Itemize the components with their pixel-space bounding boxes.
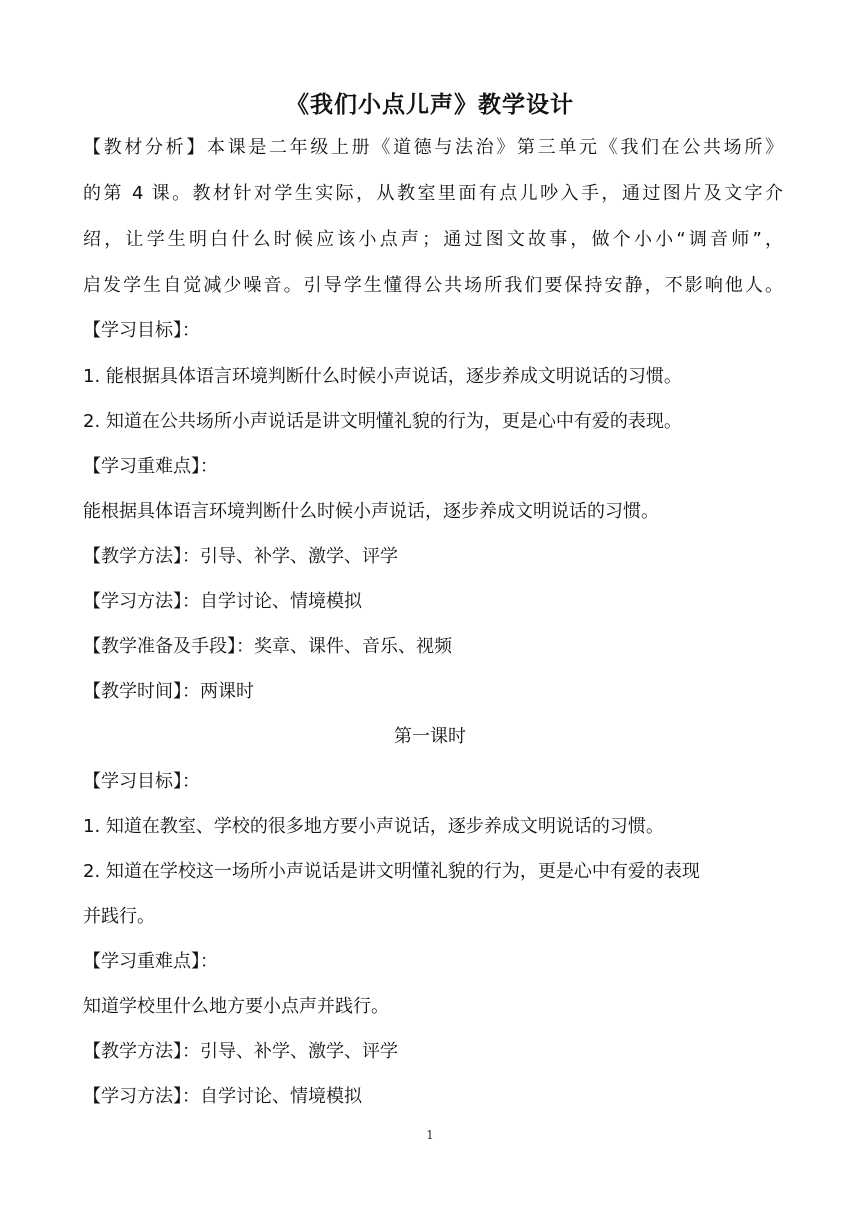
difficulty-heading: 【学习重难点】： (83, 456, 218, 477)
goal-2: 2. 知道在公共场所小声说话是讲文明懂礼貌的行为，更是心中有爱的表现。 (83, 411, 682, 432)
lesson-teaching-method: 【教学方法】：引导、补学、激学、评学 (83, 1041, 398, 1062)
lesson-difficulty-text: 知道学校里什么地方要小点声并践行。 (83, 996, 389, 1017)
difficulty-text: 能根据具体语言环境判断什么时候小声说话，逐步养成文明说话的习惯。 (83, 501, 659, 522)
lesson-goal-2-line-1: 2. 知道在学校这一场所小声说话是讲文明懂礼貌的行为，更是心中有爱的表现 (83, 861, 700, 882)
lesson-learning-method: 【学习方法】：自学讨论、情境模拟 (83, 1086, 362, 1107)
lesson-heading: 第一课时 (394, 726, 466, 747)
lesson-goal-1: 1. 知道在教室、学校的很多地方要小声说话，逐步养成文明说话的习惯。 (83, 816, 664, 837)
intro-line-2: 的第 4 课。教材针对学生实际，从教室里面有点儿吵入手，通过图片及文字介 (83, 183, 783, 204)
document-title: 《我们小点儿声》教学设计 (286, 92, 574, 118)
intro-line-3: 绍，让学生明白什么时候应该小点声；通过图文故事，做个小小“调音师”， (83, 229, 783, 250)
preparation: 【教学准备及手段】：奖章、课件、音乐、视频 (83, 636, 452, 657)
learning-method: 【学习方法】：自学讨论、情境模拟 (83, 591, 362, 612)
teaching-method: 【教学方法】：引导、补学、激学、评学 (83, 546, 398, 567)
intro-line-4: 启发学生自觉减少噪音。引导学生懂得公共场所我们要保持安静，不影响他人。 (83, 275, 783, 296)
lesson-goal-2-line-2: 并践行。 (83, 906, 155, 927)
lesson-goals-heading: 【学习目标】： (83, 771, 200, 792)
goal-1: 1. 能根据具体语言环境判断什么时候小声说话，逐步养成文明说话的习惯。 (83, 366, 682, 387)
goals-heading: 【学习目标】： (83, 320, 200, 341)
lesson-difficulty-heading: 【学习重难点】： (83, 951, 218, 972)
intro-line-1: 【教材分析】本课是二年级上册《道德与法治》第三单元《我们在公共场所》 (83, 137, 783, 158)
teaching-time: 【教学时间】：两课时 (83, 681, 254, 702)
page-number: 1 (426, 1128, 434, 1142)
